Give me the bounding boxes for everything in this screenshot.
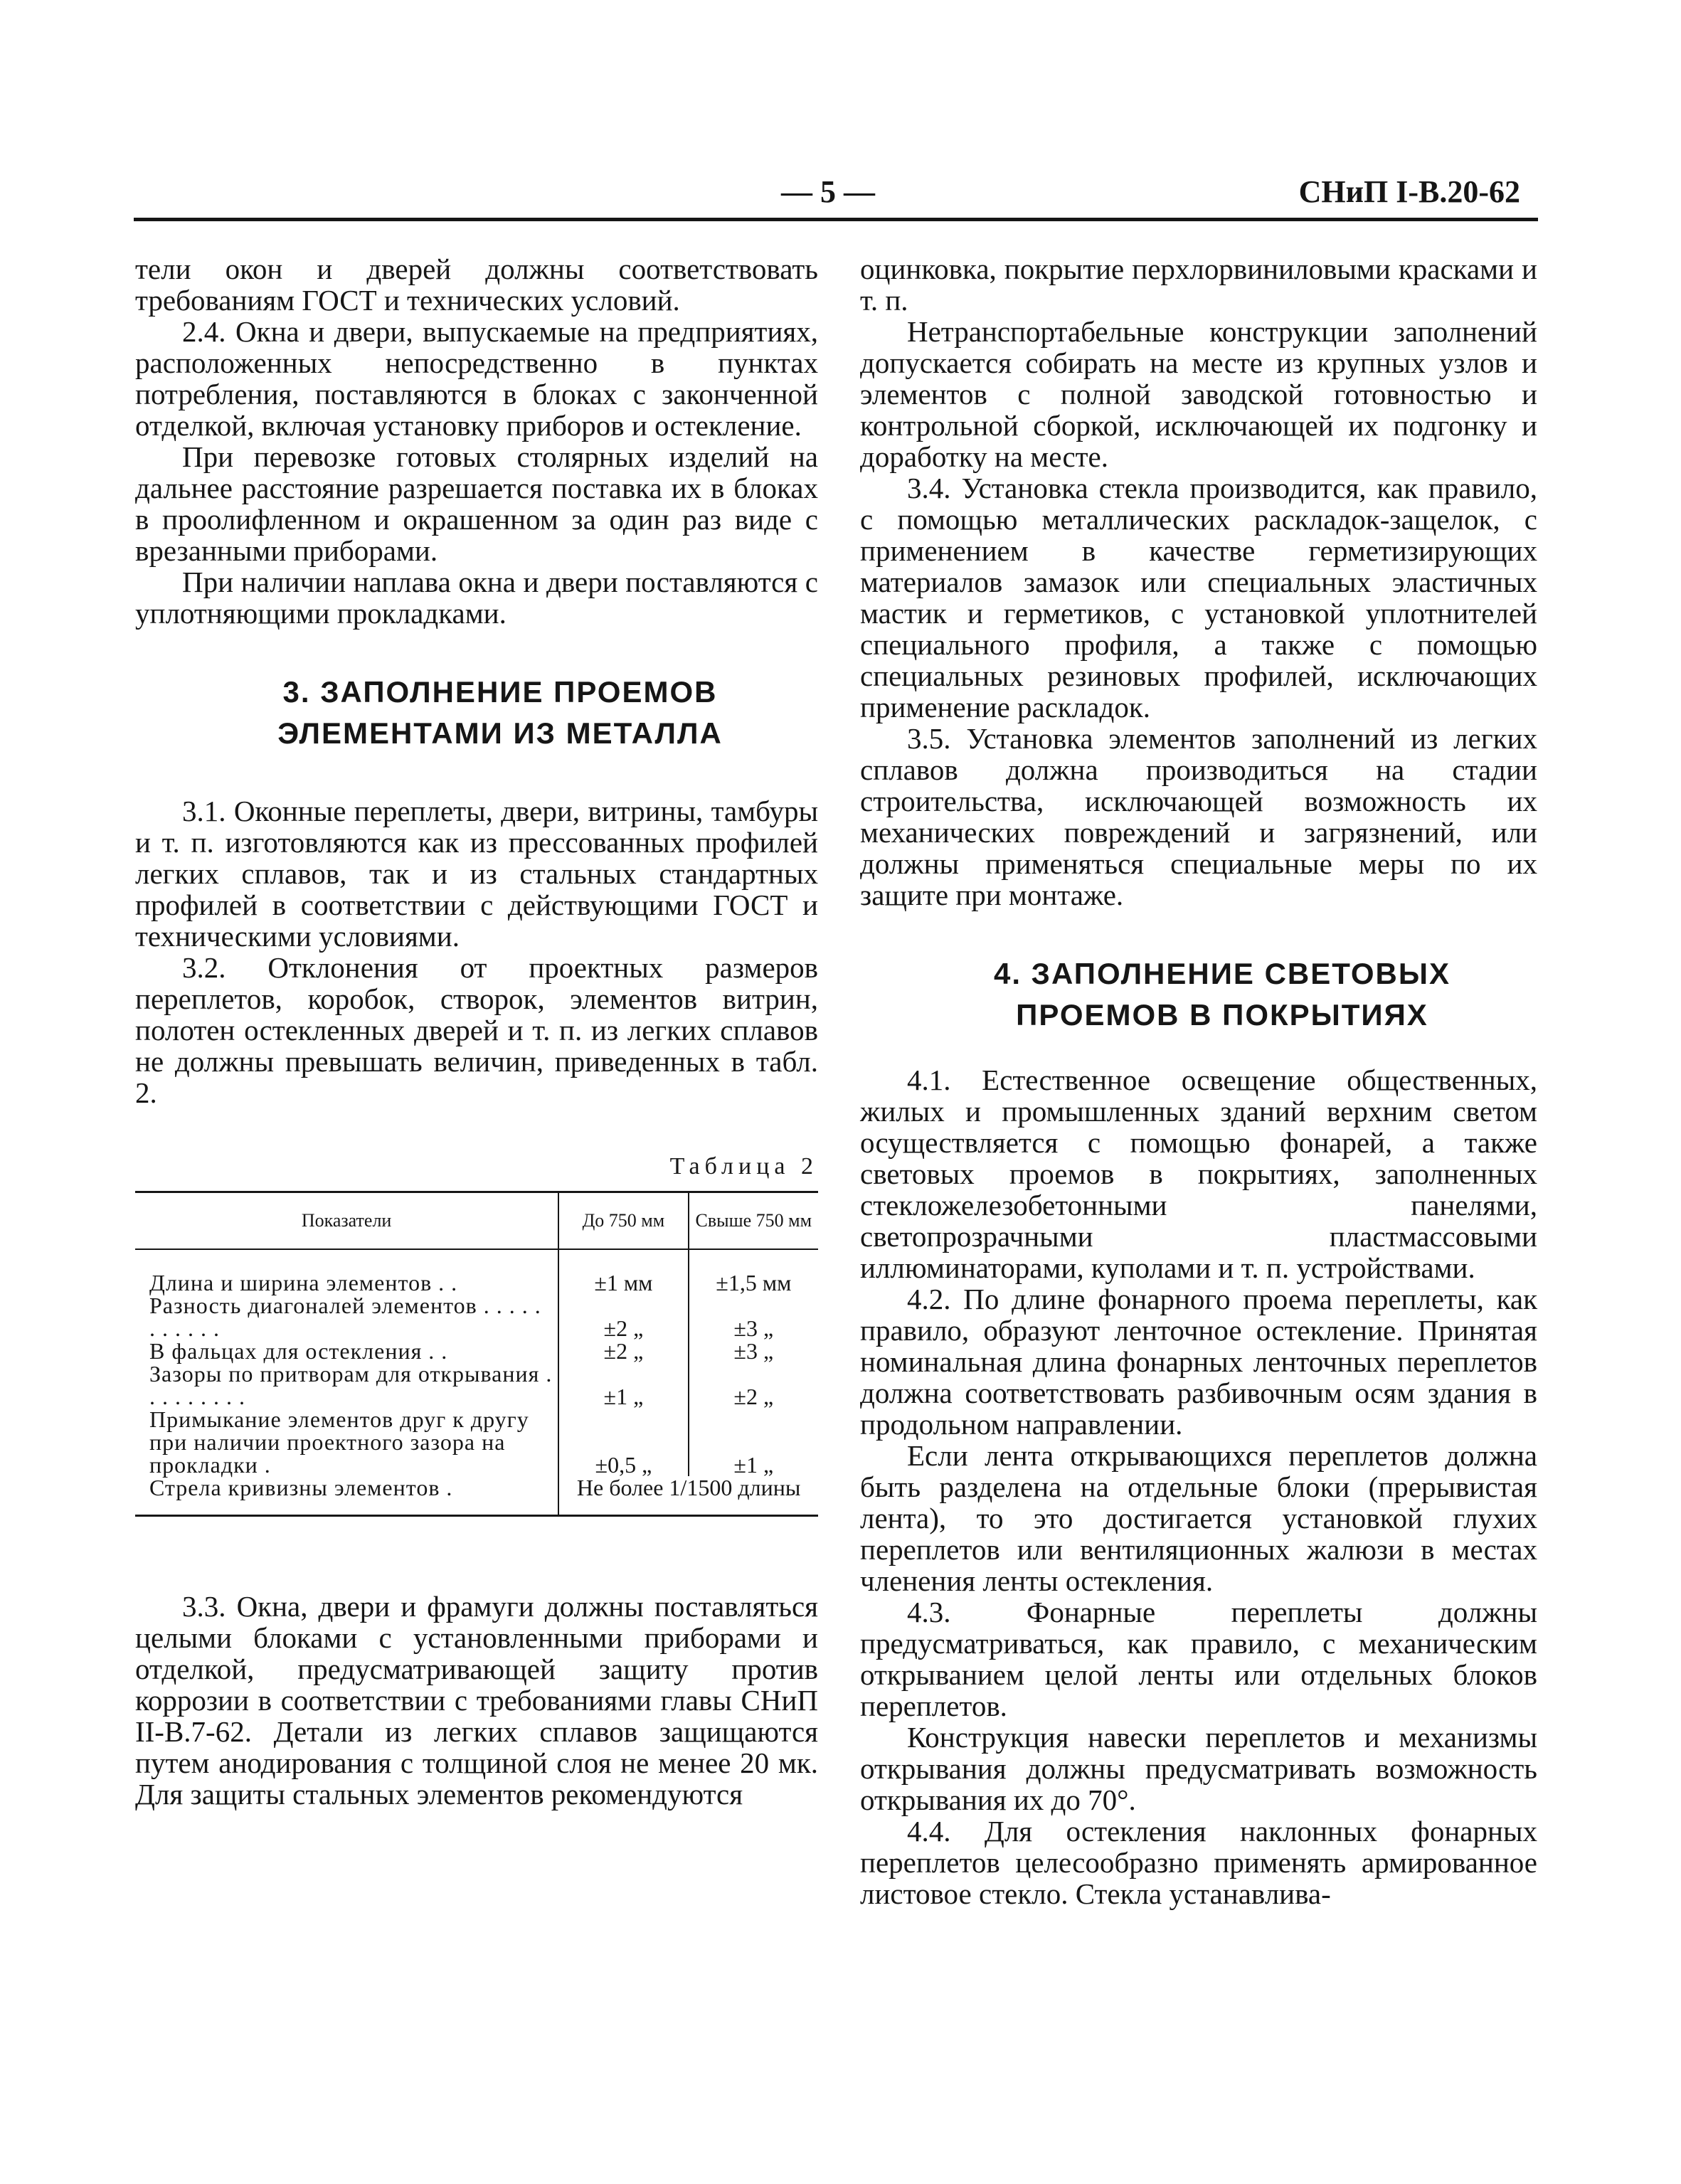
table-header-over-750: Свыше 750 мм (689, 1192, 818, 1250)
section-3-heading-line-1: 3. ЗАПОЛНЕНИЕ ПРОЕМОВ (282, 675, 718, 709)
left-column (135, 253, 818, 1810)
table-cell-label: Длина и ширина элементов . . (149, 1270, 458, 1295)
paragraph-4-2: 4.2. По длине фонарного проема переплеты, как правило, образуют ленточное остекление. Принятая номинальная длина фонарных ленточных переплетов должна соответствовать разбивочным осям здания в продольном направлении. (860, 1283, 1537, 1441)
table-cell-value: ±1,5 мм (689, 1249, 818, 1294)
table-header-up-to-750: До 750 мм (558, 1192, 688, 1250)
paragraph: При перевозке готовых столярных изделий на дальнее расстояние разрешается поставка их в блоках в проолифленном и окрашенном за один раз виде с врезанными приборами. (135, 440, 818, 567)
paragraph-4-1: 4.1. Естественное освещение общественных, жилых и промышленных зданий верхним светом осуществляется с помощью фонарей, а также световых проемов в покрытиях, заполненных стекложелезобетонными панелями, светопрозрачными пластмассовыми иллюминаторами, куполами и т. п. устройствами. (860, 1064, 1537, 1284)
table-cell-value: ±1 „ (689, 1408, 818, 1476)
table-cell-value: ±2 „ (689, 1362, 818, 1408)
table-header-indicator: Показатели (135, 1192, 558, 1250)
header-rule (134, 218, 1538, 221)
paragraph: Если лента открывающихся переплетов должна быть разделена на отдельные блоки (прерывистая лента), то это достигается установкой глухих переплетов или вентиляционных жалюзи в местах членения ленты остекления. (860, 1439, 1537, 1597)
table-row (135, 1408, 818, 1476)
table-row (135, 1476, 818, 1516)
table-row (135, 1294, 818, 1340)
section-4-heading-line-2: ПРОЕМОВ В ПОКРЫТИЯХ (1016, 998, 1428, 1032)
table-cell-label: Разность диагоналей элементов . . . . . . . . . . . (149, 1293, 541, 1341)
paragraph-4-4: 4.4. Для остекления наклонных фонарных переплетов целесообразно применять армированное листовое стекло. Стекла устанавлива- (860, 1815, 1537, 1910)
table-cell-value: Не более 1/1500 длины (558, 1476, 818, 1516)
paragraph-3-5: 3.5. Установка элементов заполнений из легких сплавов должна производиться на стадии строительства, исключающей возможность их механических повреждений и загрязнений, или должны применяться специальные меры по их защите при монтаже. (860, 722, 1537, 911)
paragraph-4-3: 4.3. Фонарные переплеты должны предусматриваться, как правило, с механическим открыванием целой ленты или отдельных блоков переплетов. (860, 1596, 1537, 1722)
section-4-heading-line-1: 4. ЗАПОЛНЕНИЕ СВЕТОВЫХ (993, 957, 1451, 990)
table-cell-value: ±1 „ (558, 1362, 688, 1408)
document-code: СНиП I-В.20-62 (1298, 174, 1520, 209)
right-column (860, 253, 1537, 1909)
table-cell-label: Примыкание элементов друг к другу при наличии проектного зазора на прокладки . (149, 1406, 529, 1478)
table-cell-label: Зазоры по притворам для открывания . . . . . . . . . (149, 1361, 553, 1409)
table-caption: Таблица 2 (669, 1153, 818, 1180)
table-cell-value: ±3 „ (689, 1340, 818, 1362)
table-cell-value: ±1 мм (558, 1249, 688, 1294)
paragraph-3-1: 3.1. Оконные переплеты, двери, витрины, тамбуры и т. п. изготовляются как из прессованных профилей легких сплавов, так и из стальных стандартных профилей в соответствии с действующими ГОСТ и техническими условиями. (135, 795, 818, 953)
table-row (135, 1249, 818, 1294)
paragraph-3-2: 3.2. Отклонения от проектных размеров переплетов, коробок, створок, элементов витрин, полотен остекленных дверей и т. п. из легких сплавов не должны превышать величин, приведенных в табл. 2. (135, 951, 818, 1109)
paragraph: Конструкция навески переплетов и механизмы открывания должны предусматривать возможность открывания их до 70°. (860, 1721, 1537, 1816)
table-row (135, 1362, 818, 1408)
paragraph: При наличии наплава окна и двери поставляются с уплотняющими прокладками. (135, 566, 818, 630)
paragraph-3-4: 3.4. Установка стекла производится, как правило, с помощью металлических раскладок-защелок, с применением в качестве герметизирующих материалов замазок или специальных эластичных мастик и герметиков, с установкой уплотнителей специального профиля, а также с помощью специальных резиновых профилей, исключающих применение раскладок. (860, 472, 1537, 723)
table-cell-label: Стрела кривизны элементов . (149, 1475, 453, 1500)
paragraph: Нетранспортабельные конструкции заполнений допускается собирать на месте из крупных узлов и элементов с полной заводской готовностью и контрольной сборкой, исключающей их подгонку и доработку на месте. (860, 315, 1537, 473)
table-cell-value: ±3 „ (689, 1294, 818, 1340)
table-cell-label: В фальцах для остекления . . (149, 1338, 448, 1364)
table-2 (135, 1191, 818, 1517)
table-row (135, 1340, 818, 1362)
table-cell-value: ±0,5 „ (558, 1408, 688, 1476)
table-cell-value: ±2 „ (558, 1340, 688, 1362)
section-3-heading-line-2: ЭЛЕМЕНТАМИ ИЗ МЕТАЛЛА (277, 716, 723, 750)
paragraph-3-3: 3.3. Окна, двери и фрамуги должны поставляться целыми блоками с установленными приборами и отделкой, предусматривающей защиту против коррозии в соответствии с требованиями главы СНиП II-В.7-62. Детали из легких сплавов защищаются путем анодирования с толщиной слоя не менее 20 мк. Для защиты стальных элементов рекомендуются (135, 1590, 818, 1811)
paragraph: оцинковка, покрытие перхлорвиниловыми красками и т. п. (860, 253, 1537, 317)
paragraph-2-4: 2.4. Окна и двери, выпускаемые на предприятиях, расположенных непосредственно в пунктах потребления, поставляются в блоках с законченной отделкой, включая установку приборов и остекление. (135, 315, 818, 442)
paragraph: тели окон и дверей должны соответствовать требованиям ГОСТ и технических условий. (135, 253, 818, 317)
page-number: — 5 — (781, 174, 875, 209)
table-cell-value: ±2 „ (558, 1294, 688, 1340)
